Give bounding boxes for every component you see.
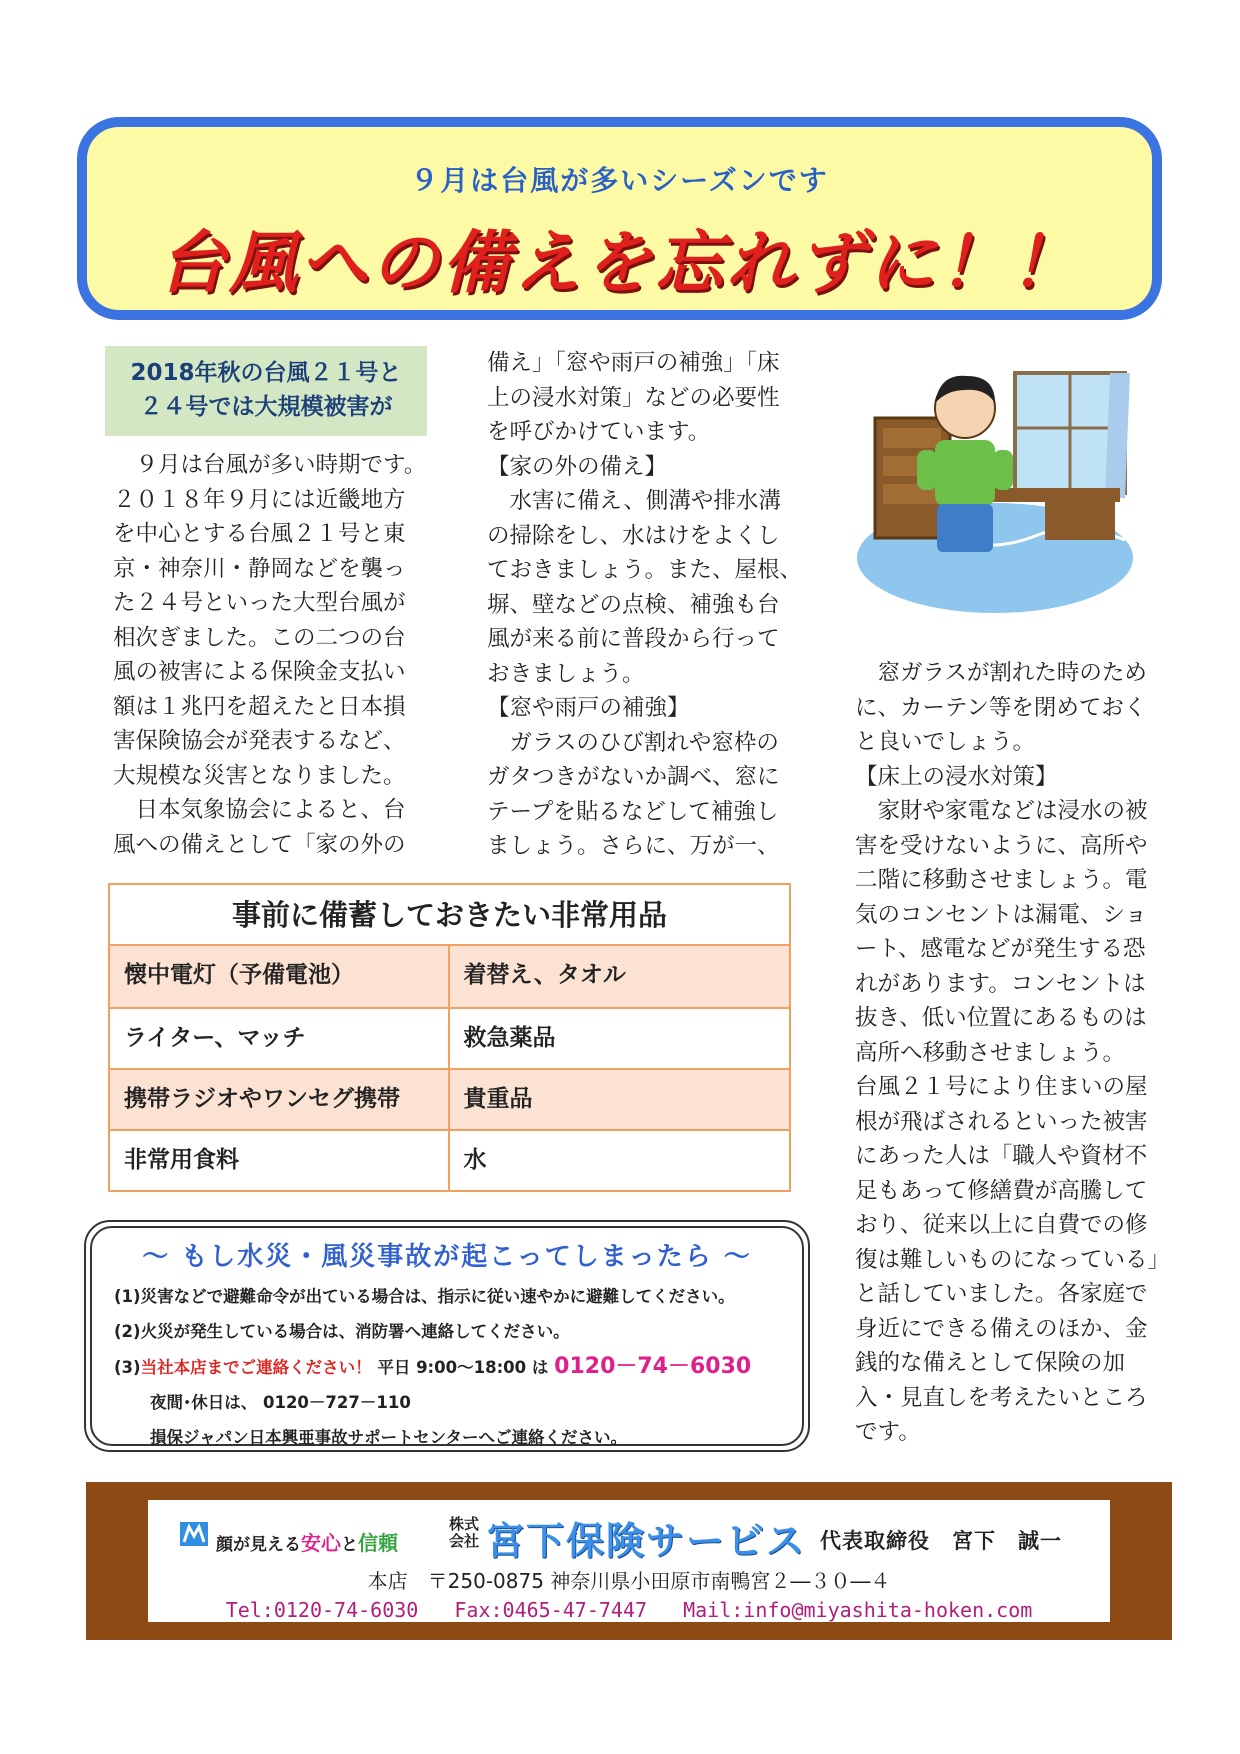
company-tagline [216,1527,398,1556]
text-line: れがあります。コンセントは [855,970,1146,997]
text-line: 足もあって修繕費が高騰して [855,1177,1148,1204]
text-line: 気のコンセントは漏電、ショ [855,901,1148,928]
tagline-shinrai: 信頼 [358,1531,398,1555]
header-banner [77,117,1162,320]
article-column-2 [487,346,807,864]
tagline-pre: 顔が見える [216,1535,301,1555]
table-row [110,946,789,1007]
text-line: ９月は台風が多い時期です。 [113,452,427,478]
table-cell: 非常用食料 [110,1131,450,1190]
emergency-item-2: (2)火災が発生している場合は、消防署へ連絡してください。 [114,1322,570,1341]
text-line: の掃除をし、水はけをよくし [487,522,780,549]
table-cell: 着替え、タオル [463,962,626,988]
article-column-3 [855,656,1170,1450]
company-contact [148,1598,1110,1622]
header-title: 台風への備えを忘れずに！！ [157,224,1081,303]
table-cell: 水 [463,1147,487,1173]
tagline-anshin: 安心 [301,1531,341,1555]
text-line: おきましょう。 [487,660,645,687]
text-line: 身近にできる備えのほか、金 [855,1315,1148,1342]
text-line: に、カーテン等を閉めておく [855,694,1147,721]
text-line: 台風２１号により住まいの屋 [855,1074,1148,1100]
text-line: ておきましょう。また、屋根、 [487,557,803,583]
flood-illustration [855,368,1145,620]
emergency-supplies-table [108,883,791,1192]
text-line: 風が来る前に普段から行って [487,626,780,652]
text-line: にあった人は「職人や資材不 [855,1143,1148,1169]
representative: 代表取締役 宮下 誠一 [820,1529,1062,1553]
text-line: ガラスのひび割れや窓枠の [487,729,779,756]
email-address[interactable]: Mail:info@miyashita-hoken.com [683,1598,1033,1622]
support-center-note: 損保ジャパン日本興亜事故サポートセンターへご連絡ください。 [150,1428,628,1447]
article-subheading [105,346,427,436]
emergency-contact-box [84,1220,810,1452]
text-line: 二階に移動させましょう。電 [855,867,1148,893]
company-name: 宮下保険サービス [486,1519,807,1563]
text-line: 上の浸水対策」などの必要性 [487,384,780,411]
text-line: 額は１兆円を超えたと日本損 [113,693,406,720]
night-contact: 夜間･休日は、 0120－727－110 [150,1393,411,1412]
text-line: 根が飛ばされるといった被害 [855,1108,1148,1135]
corp-type: 株式会社 [448,1515,479,1550]
company-address: 本店 〒250-0875 神奈川県小田原市南鴨宮２―３０―４ [367,1569,891,1593]
tagline-mid: と [341,1535,358,1555]
table-row [110,1129,789,1190]
table-row [110,1068,789,1129]
table-cell: ライター、マッチ [110,1009,450,1068]
boy-shirt [935,440,995,506]
text-line: テープを貼るなどして補強し [487,798,779,825]
text-line: ガタつきがないか調べ、窓に [487,764,780,790]
company-footer [86,1482,1172,1640]
text-line: た２４号といった大型台風が [113,590,406,616]
text-line: 相次ぎました。この二つの台 [113,624,406,651]
item3-hours: 平日 9:00～18:00 は [377,1358,549,1377]
text-line: 水害に備え、側溝や排水溝 [487,488,781,514]
text-line: を呼びかけています。 [487,419,711,445]
desk-shape [1045,500,1115,540]
text-line: 備え」「窓や雨戸の補強」「床 [487,350,780,376]
text-line: 日本気象協会によると、台 [113,797,406,823]
supplies-table-title: 事前に備蓄しておきたい非常用品 [110,885,789,946]
fax-number: Fax:0465-47-7447 [454,1598,648,1622]
table-cell: 携帯ラジオやワンセグ携帯 [110,1070,450,1129]
table-cell: 懐中電灯（予備電池） [110,946,450,1007]
section-heading-windows: 【窓や雨戸の補強】 [487,695,690,721]
text-line: と良いでしょう。 [855,729,1036,755]
text-line: 入・見直しを考えたいところ [855,1384,1148,1411]
section-heading-flooding: 【床上の浸水対策】 [855,763,1058,790]
text-line: 大規模な災害となりました。 [113,762,406,789]
tel-number[interactable]: Tel:0120-74-6030 [225,1598,419,1622]
emergency-item-1: (1)災害などで避難命令が出ている場合は、指示に従い速やかに避難してください。 [114,1287,735,1306]
text-line: 害を受けないように、高所や [855,832,1148,859]
item3-prefix: (3) [114,1358,141,1377]
text-line: ート、感電などが発生する恐 [855,936,1146,962]
text-line: 害保険協会が発表するなど、 [113,728,406,754]
header-subtitle: ９月は台風が多いシーズンです [410,164,829,197]
article-column-1 [113,448,438,862]
section-heading-outside: 【家の外の備え】 [487,453,668,480]
text-line: 京・神奈川・静岡などを襲っ [113,555,406,582]
text-line: 塀、壁などの点検、補強も台 [487,591,780,618]
item3-contact-us: 当社本店までご連絡ください！ [140,1358,372,1377]
text-line: おり、従来以上に自費での修 [855,1212,1148,1238]
subheading-line-1: 2018年秋の台風２１号と [130,360,402,386]
text-line: 風の被害による保険金支払い [113,659,406,685]
emergency-title: ～ もし水災・風災事故が起こってしまったら ～ [142,1242,752,1272]
text-line: 風への備えとして「家の外の [113,831,406,858]
text-line: ２０１８年９月には近畿地方 [113,486,406,513]
text-line: ましょう。さらに、万が一、 [487,833,780,859]
subheading-line-2: ２４号では大規模被害が [139,394,393,420]
emergency-item-3 [114,1349,780,1385]
text-line: 窓ガラスが割れた時のため [855,660,1147,686]
text-line: 高所へ移動させましょう。 [855,1039,1126,1066]
table-cell: 救急薬品 [463,1025,556,1051]
office-phone-number[interactable]: 0120－74－6030 [554,1354,752,1379]
boy-pants [937,504,993,552]
table-cell: 貴重品 [463,1086,533,1112]
text-line: です。 [855,1419,921,1445]
text-line: を中心とする台風２１号と東 [113,521,406,547]
text-line: 復は難しいものになっている」 [855,1246,1171,1273]
table-row [110,1007,789,1068]
company-logo-icon [180,1522,208,1546]
text-line: 家財や家電などは浸水の被 [855,798,1148,824]
text-line: 銭的な備えとして保険の加 [855,1350,1126,1376]
text-line: と話していました。各家庭で [855,1281,1148,1307]
text-line: 抜き、低い位置にあるものは [855,1005,1147,1031]
